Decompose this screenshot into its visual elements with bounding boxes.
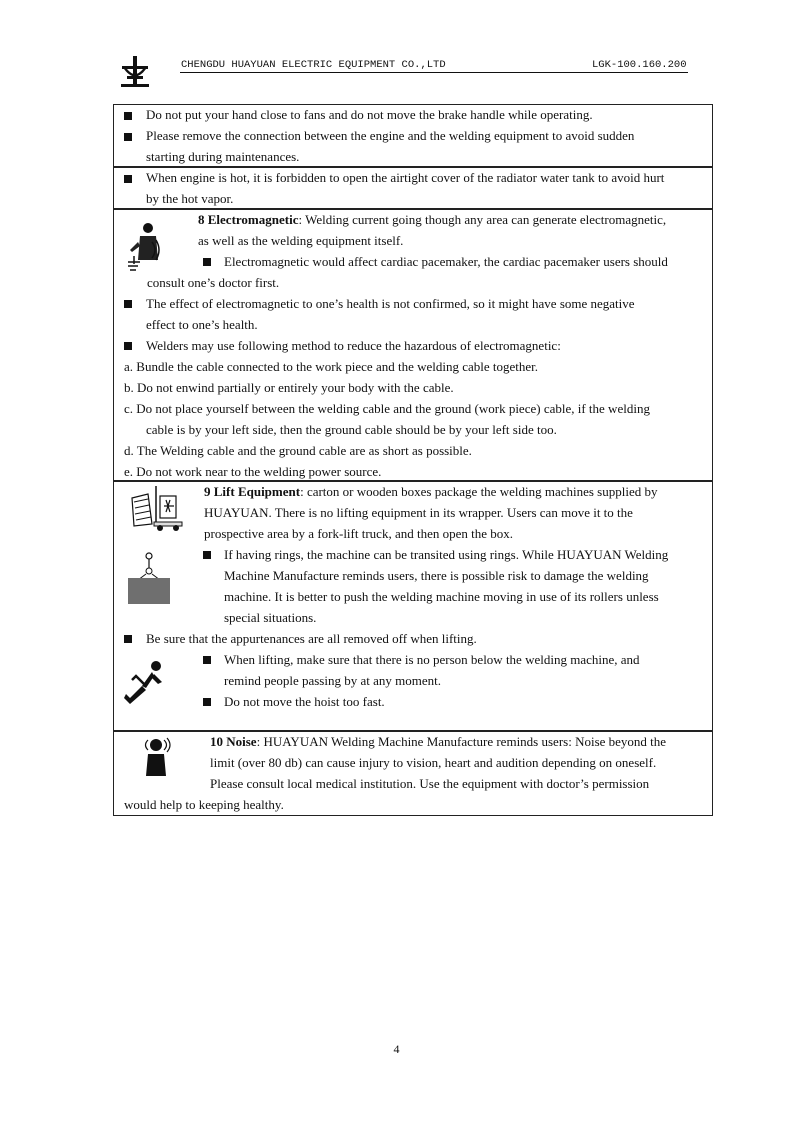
bullet <box>203 551 211 559</box>
noise-text: : HUAYUAN Welding Machine Manufacture reminds users: Noise beyond the <box>256 734 667 749</box>
list-item: c. Do not place yourself between the welding cable and the ground (work piece) cable, if the welding <box>124 401 650 416</box>
crane-hook-icon <box>126 550 172 606</box>
lift-intro-text: : carton or wooden boxes package the welding machines supplied by <box>300 484 658 499</box>
section-radiator <box>113 167 713 209</box>
bullet <box>124 112 132 120</box>
text-line: Electromagnetic would affect cardiac pacemaker, the cardiac pacemaker users should <box>224 254 668 269</box>
text-line: Do not move the hoist too fast. <box>224 694 385 709</box>
electromagnetic-person-icon <box>126 220 162 276</box>
list-item: d. The Welding cable and the ground cable are as short as possible. <box>124 443 472 458</box>
text-line: Do not put your hand close to fans and do not move the brake handle while operating. <box>146 107 593 122</box>
bullet <box>124 175 132 183</box>
person-lifting-warning-icon <box>122 658 168 708</box>
lift-title: 9 Lift Equipment <box>204 484 301 499</box>
noise-line1 <box>210 732 666 753</box>
section-fan-brake <box>113 104 713 167</box>
text-line: HUAYUAN. There is no lifting equipment in its wrapper. Users can move it to the <box>204 505 633 520</box>
page-number: 4 <box>393 1042 400 1056</box>
text-line: starting during maintenances. <box>146 149 300 164</box>
list-item: cable is by your left side, then the ground cable should be by your left side too. <box>146 422 557 437</box>
section-noise <box>113 731 713 816</box>
bullet <box>203 698 211 706</box>
text-line: Be sure that the appurtenances are all removed off when lifting. <box>146 631 477 646</box>
text-line: special situations. <box>224 610 317 625</box>
model-number: LGK-100.160.200 <box>592 59 687 71</box>
text-line: If having rings, the machine can be transited using rings. While HUAYUAN Welding <box>224 547 669 562</box>
lift-intro-line1 <box>204 482 657 503</box>
bullet <box>124 342 132 350</box>
section-electromagnetic <box>113 209 713 481</box>
forklift-icon <box>128 484 184 532</box>
page-header <box>118 54 714 78</box>
text-line: When lifting, make sure that there is no person below the welding machine, and <box>224 652 640 667</box>
em-intro-text: : Welding current going though any area can generate electromagnetic, <box>298 212 667 227</box>
text-line: Please remove the connection between the engine and the welding equipment to avoid sudden <box>146 128 635 143</box>
text-line: remind people passing by at any moment. <box>224 673 441 688</box>
text-line: When engine is hot, it is forbidden to open the airtight cover of the radiator water tank to avoid hurt <box>146 170 665 185</box>
bullet <box>124 635 132 643</box>
text-line: machine. It is better to push the welding machine moving in use of its rollers unless <box>224 589 659 604</box>
text-line: as well as the welding equipment itself. <box>198 233 404 248</box>
company-name: CHENGDU HUAYUAN ELECTRIC EQUIPMENT CO.,LTD <box>181 59 446 71</box>
text-line: Please consult local medical institution. Use the equipment with doctor’s permission <box>210 776 650 791</box>
text-line: prospective area by a fork-lift truck, and then open the box. <box>204 526 513 541</box>
text-line: consult one’s doctor first. <box>147 275 280 290</box>
text-line: Welders may use following method to reduce the hazardous of electromagnetic: <box>146 338 561 353</box>
bullet <box>203 656 211 664</box>
text-line: limit (over 80 db) can cause injury to vision, heart and audition depending on oneself. <box>210 755 657 770</box>
section-lift-equipment <box>113 481 713 731</box>
text-line: The effect of electromagnetic to one’s health is not confirmed, so it might have some negative <box>146 296 635 311</box>
text-line: effect to one’s health. <box>146 317 258 332</box>
list-item: e. Do not work near to the welding power source. <box>124 464 382 479</box>
text-line: would help to keeping healthy. <box>124 797 284 812</box>
bullet <box>124 133 132 141</box>
em-intro-line1 <box>198 210 666 231</box>
header-underline <box>180 72 688 73</box>
em-title: 8 Electromagnetic <box>198 212 299 227</box>
noise-ear-icon <box>138 736 174 776</box>
company-logo-icon <box>118 54 152 88</box>
list-item: a. Bundle the cable connected to the work piece and the welding cable together. <box>124 359 539 374</box>
text-line: by the hot vapor. <box>146 191 234 206</box>
noise-title: 10 Noise <box>210 734 257 749</box>
text-line: Machine Manufacture reminds users, there is possible risk to damage the welding <box>224 568 649 583</box>
bullet <box>203 258 211 266</box>
list-item: b. Do not enwind partially or entirely your body with the cable. <box>124 380 454 395</box>
bullet <box>124 300 132 308</box>
